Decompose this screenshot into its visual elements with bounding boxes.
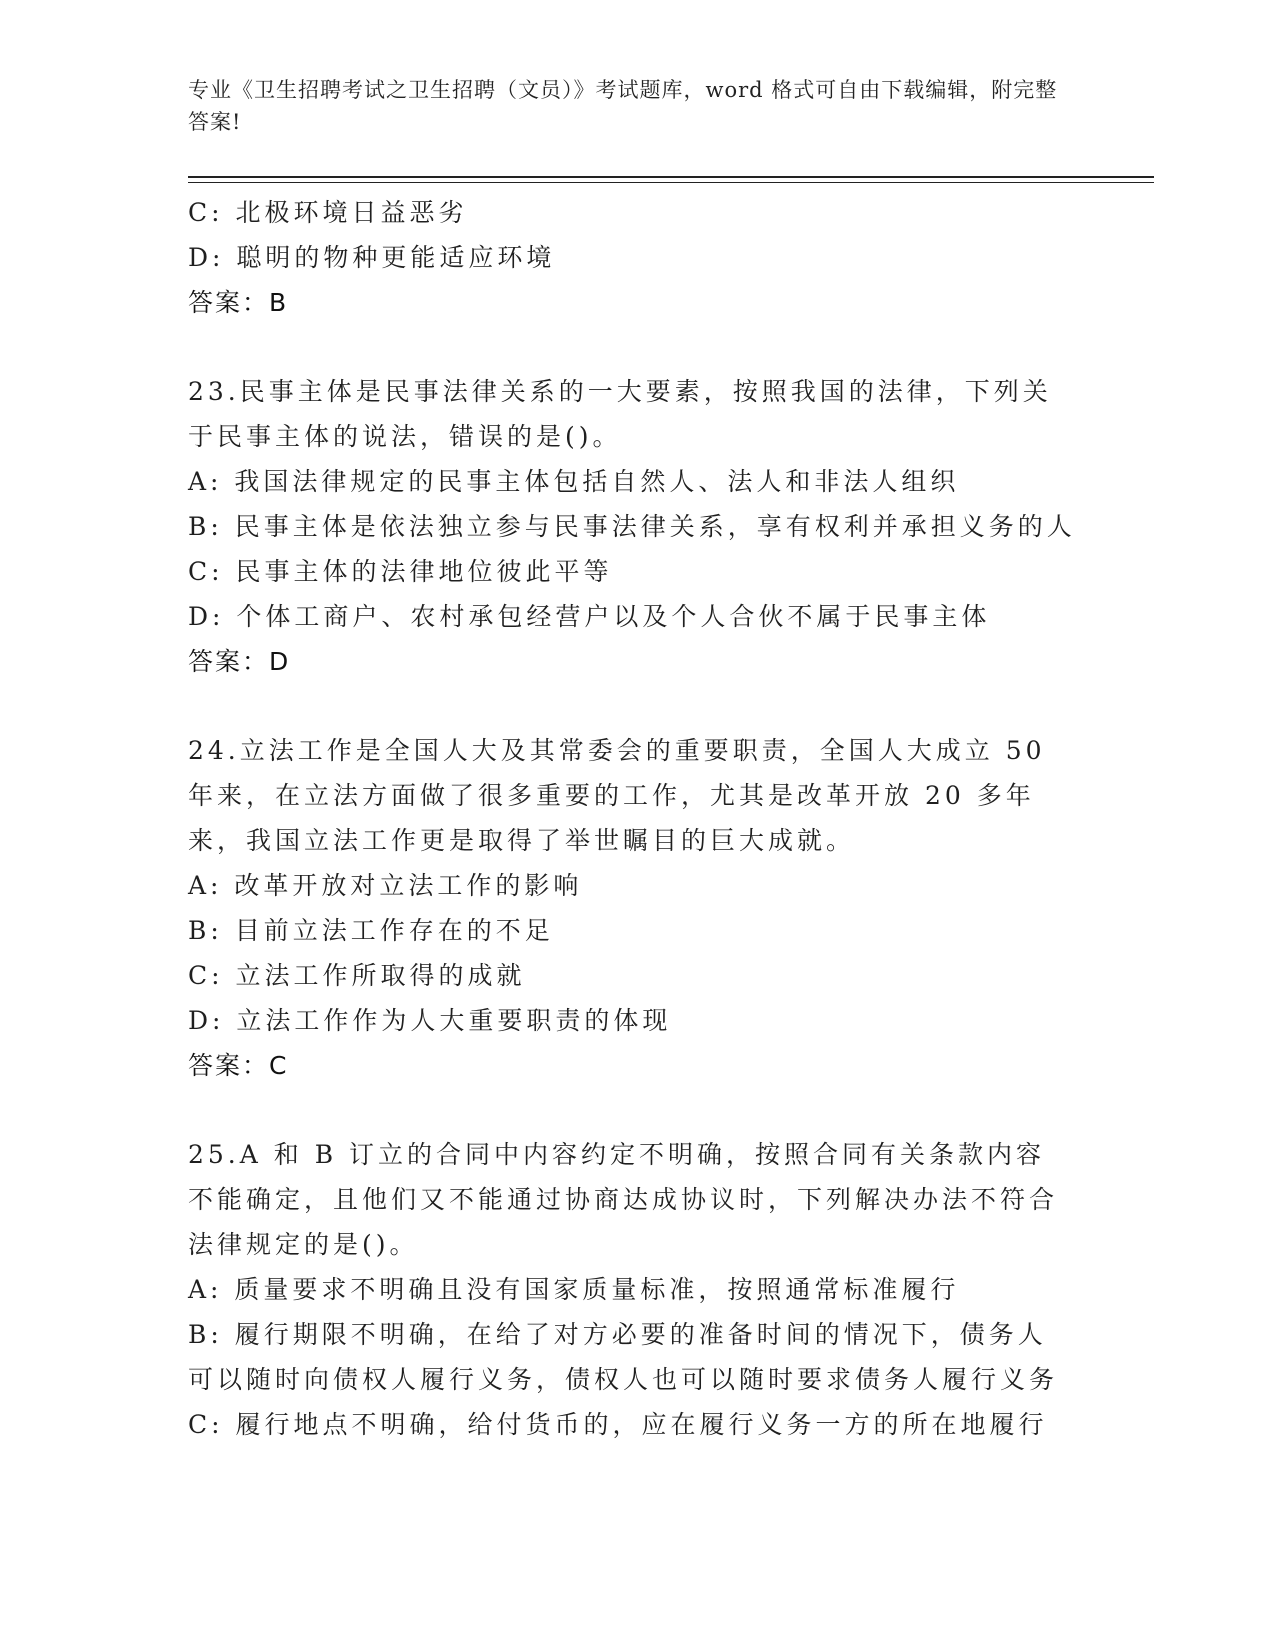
q25-option-a: A: 质量要求不明确且没有国家质量标准，按照通常标准履行 <box>188 1275 960 1304</box>
q22-option-d: D: 聪明的物种更能适应环境 <box>188 243 556 272</box>
header-divider-thick <box>188 176 1154 178</box>
q25-option-c: C: 履行地点不明确，给付货币的，应在履行义务一方的所在地履行 <box>188 1410 1048 1439</box>
spacer <box>188 684 1088 728</box>
q23-stem: 23.民事主体是民事法律关系的一大要素，按照我国的法律，下列关于民事主体的说法，错误的是()。 <box>188 377 1052 451</box>
q23-option-d: D: 个体工商户、农村承包经营户以及个人合伙不属于民事主体 <box>188 602 991 631</box>
q24-option-b: B: 目前立法工作存在的不足 <box>188 916 554 945</box>
q24-option-d: D: 立法工作作为人大重要职责的体现 <box>188 1006 672 1035</box>
q23-option-c: C: 民事主体的法律地位彼此平等 <box>188 557 613 586</box>
spacer <box>188 325 1088 369</box>
q24-stem: 24.立法工作是全国人大及其常委会的重要职责，全国人大成立 50 年来，在立法方面做了很多重要的工作，尤其是改革开放 20 多年来，我国立法工作更是取得了举世瞩目的巨大成就。 <box>188 736 1046 855</box>
q23-option-a: A: 我国法律规定的民事主体包括自然人、法人和非法人组织 <box>188 467 960 496</box>
q23-option-b: B: 民事主体是依法独立参与民事法律关系，享有权利并承担义务的人 <box>188 512 1076 541</box>
q25-stem: 25.A 和 B 订立的合同中内容约定不明确，按照合同有关条款内容不能确定，且他们又不能通过协商达成协议时，下列解决办法不符合法律规定的是()。 <box>188 1140 1059 1259</box>
q22-option-c: C: 北极环境日益恶劣 <box>188 198 468 227</box>
header-divider-thin <box>188 182 1154 183</box>
q24-option-a: A: 改革开放对立法工作的影响 <box>188 871 583 900</box>
question-content <box>188 190 1088 1447</box>
spacer <box>188 1088 1088 1132</box>
q24-option-c: C: 立法工作所取得的成就 <box>188 961 526 990</box>
q23-answer: 答案：D <box>188 647 291 676</box>
q24-answer: 答案：C <box>188 1051 289 1080</box>
q22-answer: 答案：B <box>188 288 289 317</box>
q25-option-b: B: 履行期限不明确，在给了对方必要的准备时间的情况下，债务人可以随时向债权人履行义务，债权人也可以随时要求债务人履行义务 <box>188 1320 1059 1394</box>
page-header: 专业《卫生招聘考试之卫生招聘（文员）》考试题库，word 格式可自由下载编辑，附完整答案! <box>188 78 1058 134</box>
